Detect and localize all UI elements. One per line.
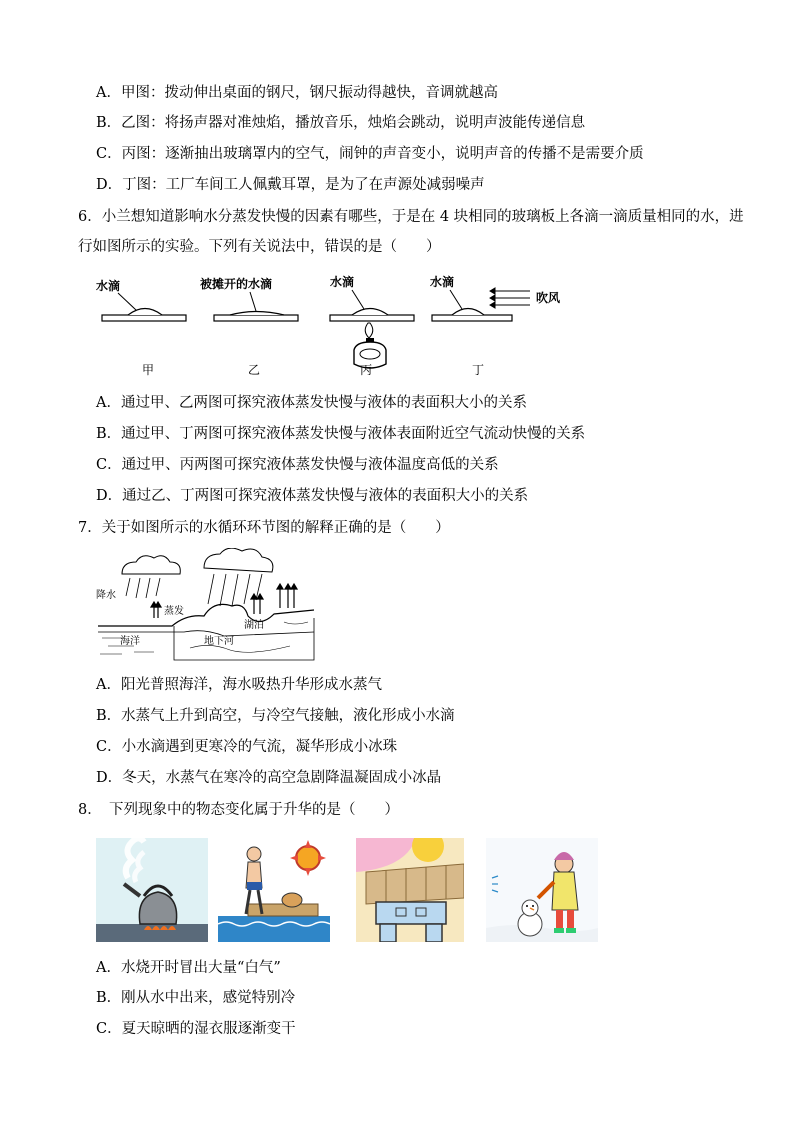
q7-option-d: D．冬天，水蒸气在寒冷的高空急剧降温凝固成小冰晶 [96, 770, 442, 786]
q6-caption-jia: 甲 [142, 363, 155, 377]
q8-stem: 8． 下列现象中的物态变化属于升华的是（ ） [78, 802, 399, 818]
sun-icon [290, 840, 326, 876]
q7-option-a: A．阳光普照海洋，海水吸热升华形成水蒸气 [96, 677, 382, 693]
q5-option-d: D．丁图：工厂车间工人佩戴耳罩，是为了在声源处减弱噪声 [96, 177, 485, 193]
q6-evaporation-figure [90, 268, 590, 380]
q6-option-b: B．通过甲、丁两图可探究液体蒸发快慢与液体表面附近空气流动快慢的关系 [96, 426, 586, 442]
kettle-steam-picture [96, 838, 208, 942]
q7-label-underground-river: 地下河 [204, 636, 234, 647]
q6-label-drop1: 水滴 [96, 279, 121, 293]
q7-label-evaporation: 蒸发 [164, 606, 184, 617]
q6-label-wind: 吹风 [536, 291, 561, 305]
q6-label-drop4: 水滴 [430, 275, 455, 289]
q6-stem-line2: 行如图所示的实验。下列有关说法中，错误的是（ ） [78, 239, 441, 255]
q6-caption-ding: 丁 [472, 363, 485, 377]
q6-option-d: D．通过乙、丁两图可探究液体蒸发快慢与液体的表面积大小的关系 [96, 488, 529, 504]
q7-label-rain: 降水 [96, 590, 116, 601]
q6-option-c: C．通过甲、丙两图可探究液体蒸发快慢与液体温度高低的关系 [96, 457, 499, 473]
q7-label-lake: 湖泊 [244, 620, 264, 631]
q7-stem: 7．关于如图所示的水循环环节图的解释正确的是（ ） [78, 520, 450, 536]
snowman-picture [486, 838, 598, 942]
q5-option-c: C．丙图：逐渐抽出玻璃罩内的空气，闹钟的声音变小，说明声音的传播不是需要介质 [96, 146, 644, 162]
q6-caption-bing: 丙 [360, 363, 373, 377]
q5-option-a: A．甲图：拨动伸出桌面的钢尺，钢尺振动得越快，音调就越高 [96, 85, 498, 101]
q7-option-b: B．水蒸气上升到高空，与冷空气接触，液化形成小水滴 [96, 708, 455, 724]
q7-water-cycle-figure [94, 548, 316, 664]
q8-option-a: A．水烧开时冒出大量“白气” [96, 960, 281, 976]
cloud-icon [122, 548, 273, 574]
q6-label-drop3: 水滴 [330, 275, 355, 289]
q6-caption-yi: 乙 [248, 363, 261, 377]
q6-option-a: A．通过甲、乙两图可探究液体蒸发快慢与液体的表面积大小的关系 [96, 395, 527, 411]
q7-label-ocean: 海洋 [120, 636, 140, 647]
q6-label-drop2: 被摊开的水滴 [200, 277, 273, 291]
alcohol-lamp-icon [354, 323, 386, 368]
q5-option-b: B．乙图：将扬声器对准烛焰，播放音乐，烛焰会跳动，说明声波能传递信息 [96, 115, 586, 131]
swimmer-picture [218, 838, 330, 942]
q6-stem-line1: 6．小兰想知道影响水分蒸发快慢的因素有哪些，于是在 4 块相同的玻璃板上各滴一滴质量相同的水，进 [78, 209, 744, 225]
sunny-window-picture [356, 838, 464, 942]
q8-option-c: C．夏天晾晒的湿衣服逐渐变干 [96, 1021, 296, 1037]
wind-arrows-icon [490, 288, 530, 308]
q8-option-b: B．刚从水中出来，感觉特别冷 [96, 990, 296, 1006]
q7-option-c: C．小水滴遇到更寒冷的气流，凝华形成小冰珠 [96, 739, 398, 755]
